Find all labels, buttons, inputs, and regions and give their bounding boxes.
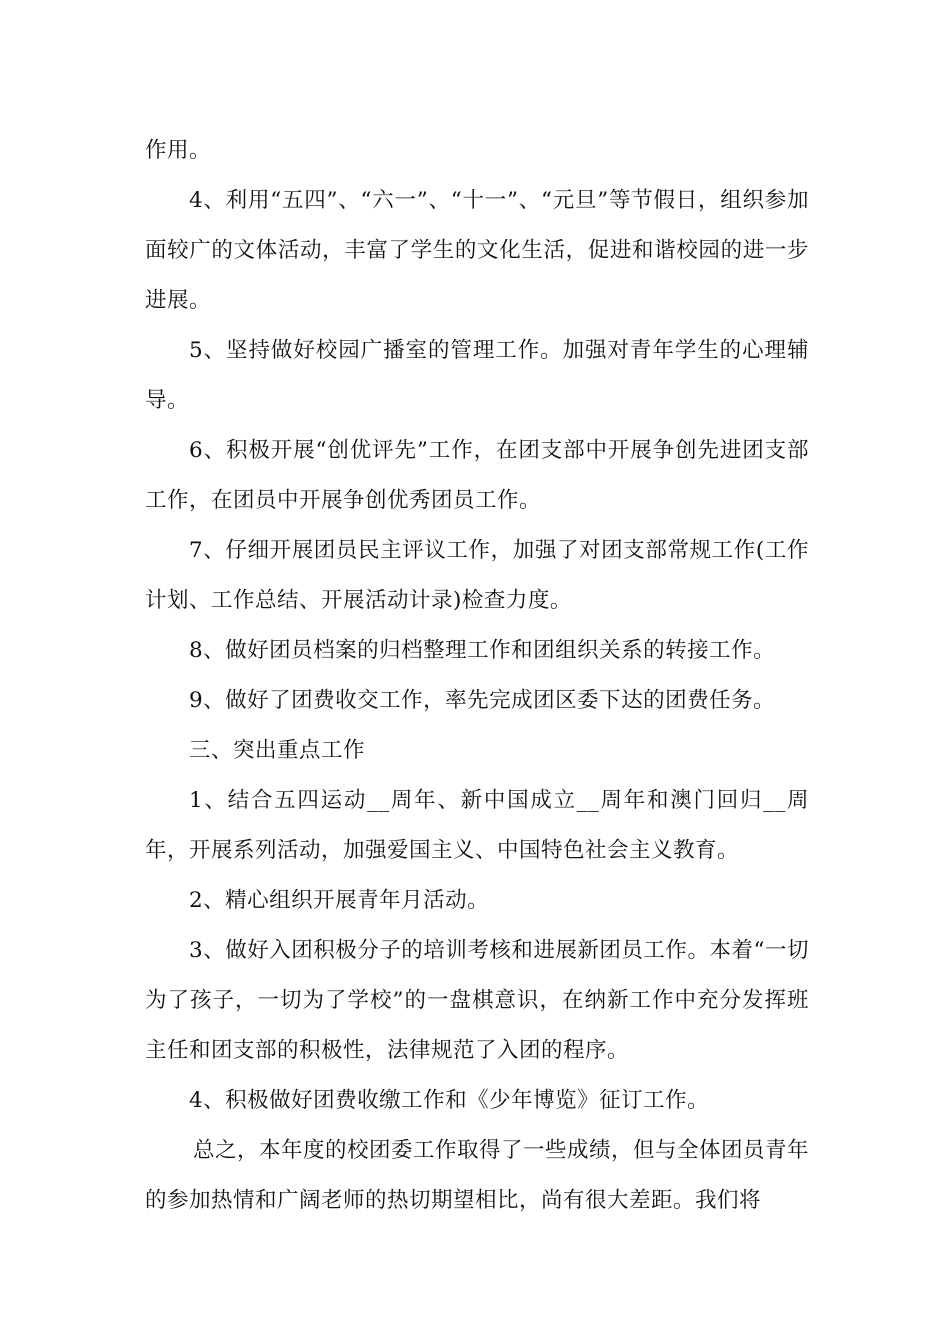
paragraph-focus-1: 1、结合五四运动__周年、新中国成立__周年和澳门回归__周年，开展系列活动，加强爱国主义、中国特色社会主义教育。	[145, 788, 809, 863]
paragraph-focus-3: 3、做好入团积极分子的培训考核和进展新团员工作。本着“一切为了孩子，一切为了学校”的一盘棋意识，在纳新工作中充分发挥班主任和团支部的积极性，法律规范了入团的程序。	[145, 938, 809, 1063]
paragraph-item-7: 7、仔细开展团员民主评议工作，加强了对团支部常规工作(工作计划、工作总结、开展活动计录)检查力度。	[145, 538, 809, 613]
paragraph-item-5: 5、坚持做好校园广播室的管理工作。加强对青年学生的心理辅导。	[145, 338, 809, 413]
paragraph-continuation: 作用。	[145, 138, 212, 163]
paragraph-focus-4: 4、积极做好团费收缴工作和《少年博览》征订工作。	[189, 1088, 710, 1113]
paragraph-item-8: 8、做好团员档案的归档整理工作和团组织关系的转接工作。	[189, 638, 776, 663]
paragraph-summary: 总之，本年度的校团委工作取得了一些成绩，但与全体团员青年的参加热情和广阔老师的热切期望相比，尚有很大差距。我们将	[145, 1138, 810, 1213]
paragraph-item-4: 4、利用“五四”、“六一”、“十一”、“元旦”等节假日，组织参加面较广的文体活动，丰富了学生的文化生活，促进和谐校园的进一步进展。	[145, 188, 809, 313]
section-heading-3: 三、突出重点工作	[189, 738, 366, 763]
paragraph-item-9: 9、做好了团费收交工作，率先完成团区委下达的团费任务。	[189, 688, 776, 713]
paragraph-focus-2: 2、精心组织开展青年月活动。	[189, 888, 490, 913]
paragraph-item-6: 6、积极开展“创优评先”工作，在团支部中开展争创先进团支部工作，在团员中开展争创优秀团员工作。	[145, 438, 809, 513]
document-body	[145, 126, 809, 1226]
